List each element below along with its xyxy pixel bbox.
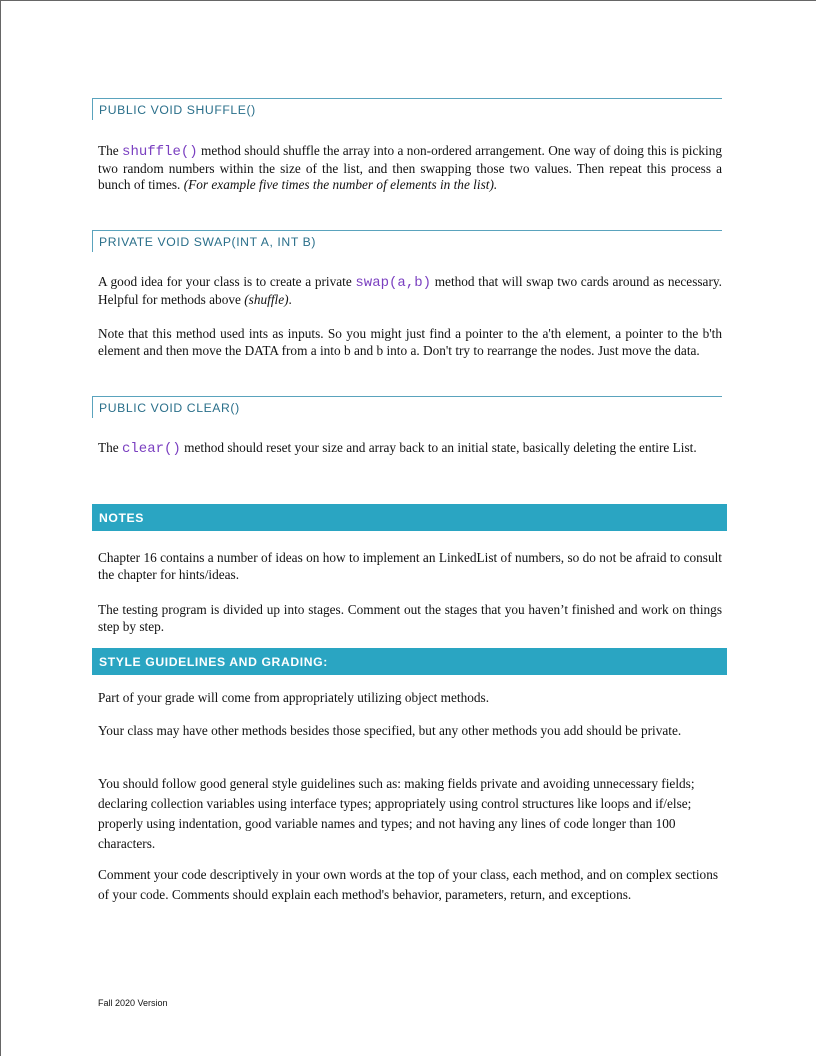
- swap-text-pre: A good idea for your class is to create a private: [98, 274, 356, 289]
- clear-heading: PUBLIC VOID CLEAR(): [92, 396, 722, 418]
- clear-text-post: method should reset your size and array back to an initial state, basically deleting the entire List.: [180, 440, 697, 455]
- swap-paragraph-1: [98, 274, 722, 308]
- style-guidelines-heading: STYLE GUIDELINES AND GRADING:: [92, 648, 727, 675]
- notes-heading: NOTES: [92, 504, 727, 531]
- style-paragraph-2: Your class may have other methods besides those specified, but any other methods you add should be private.: [98, 723, 682, 738]
- notes-paragraph-1: Chapter 16 contains a number of ideas on how to implement an LinkedList of numbers, so do not be afraid to consult the chapter for hints/ideas.: [98, 550, 722, 582]
- clear-text-pre: The: [98, 440, 122, 455]
- clear-description: [98, 440, 722, 458]
- swap-code: swap(a,b): [355, 275, 432, 291]
- shuffle-text-post: method should shuffle the array into a non-ordered arrangement. One way of doing this is picking two random numbers within the size of the list, and then swapping those two values. Then repeat this process a bunch of times.: [98, 143, 723, 192]
- swap-text-post: method that will swap two cards around as necessary. Helpful for methods above: [98, 274, 722, 307]
- style-paragraph-1: Part of your grade will come from appropriately utilizing object methods.: [98, 690, 490, 705]
- shuffle-text-pre: The: [98, 143, 123, 158]
- swap-heading: PRIVATE VOID SWAP(INT A, INT B): [92, 230, 722, 252]
- swap-text-end: .: [288, 291, 292, 307]
- shuffle-italic-note: (For example five times the number of elements in the list).: [183, 177, 498, 192]
- style-paragraph-3: You should follow good general style guidelines such as: making fields private and avoiding unnecessary fields; declaring collection variables using interface types; appropriately using control structures like loops and if/else; properly using indentation, good variable names and types; and not having any lines of code longer than 100 characters.: [98, 776, 695, 851]
- footer-version: Fall 2020 Version: [98, 998, 168, 1008]
- clear-code: clear(): [122, 441, 181, 457]
- shuffle-description: [98, 143, 722, 194]
- swap-italic: (shuffle): [244, 291, 289, 307]
- swap-paragraph-2: Note that this method used ints as inputs. So you might just find a pointer to the a'th element, a pointer to the b'th element and then move the DATA from a into b and b into a. Don't try to rearrange the nodes. Just move the data.: [98, 326, 722, 358]
- notes-paragraph-2: The testing program is divided up into stages. Comment out the stages that you haven’t finished and work on things step by step.: [98, 602, 722, 634]
- style-paragraph-4: Comment your code descriptively in your own words at the top of your class, each method, and on complex sections of your code. Comments should explain each method's behavior, parameters, return, and exceptions.: [98, 867, 719, 902]
- shuffle-heading: PUBLIC VOID SHUFFLE(): [92, 98, 722, 120]
- shuffle-code: shuffle(): [122, 144, 198, 160]
